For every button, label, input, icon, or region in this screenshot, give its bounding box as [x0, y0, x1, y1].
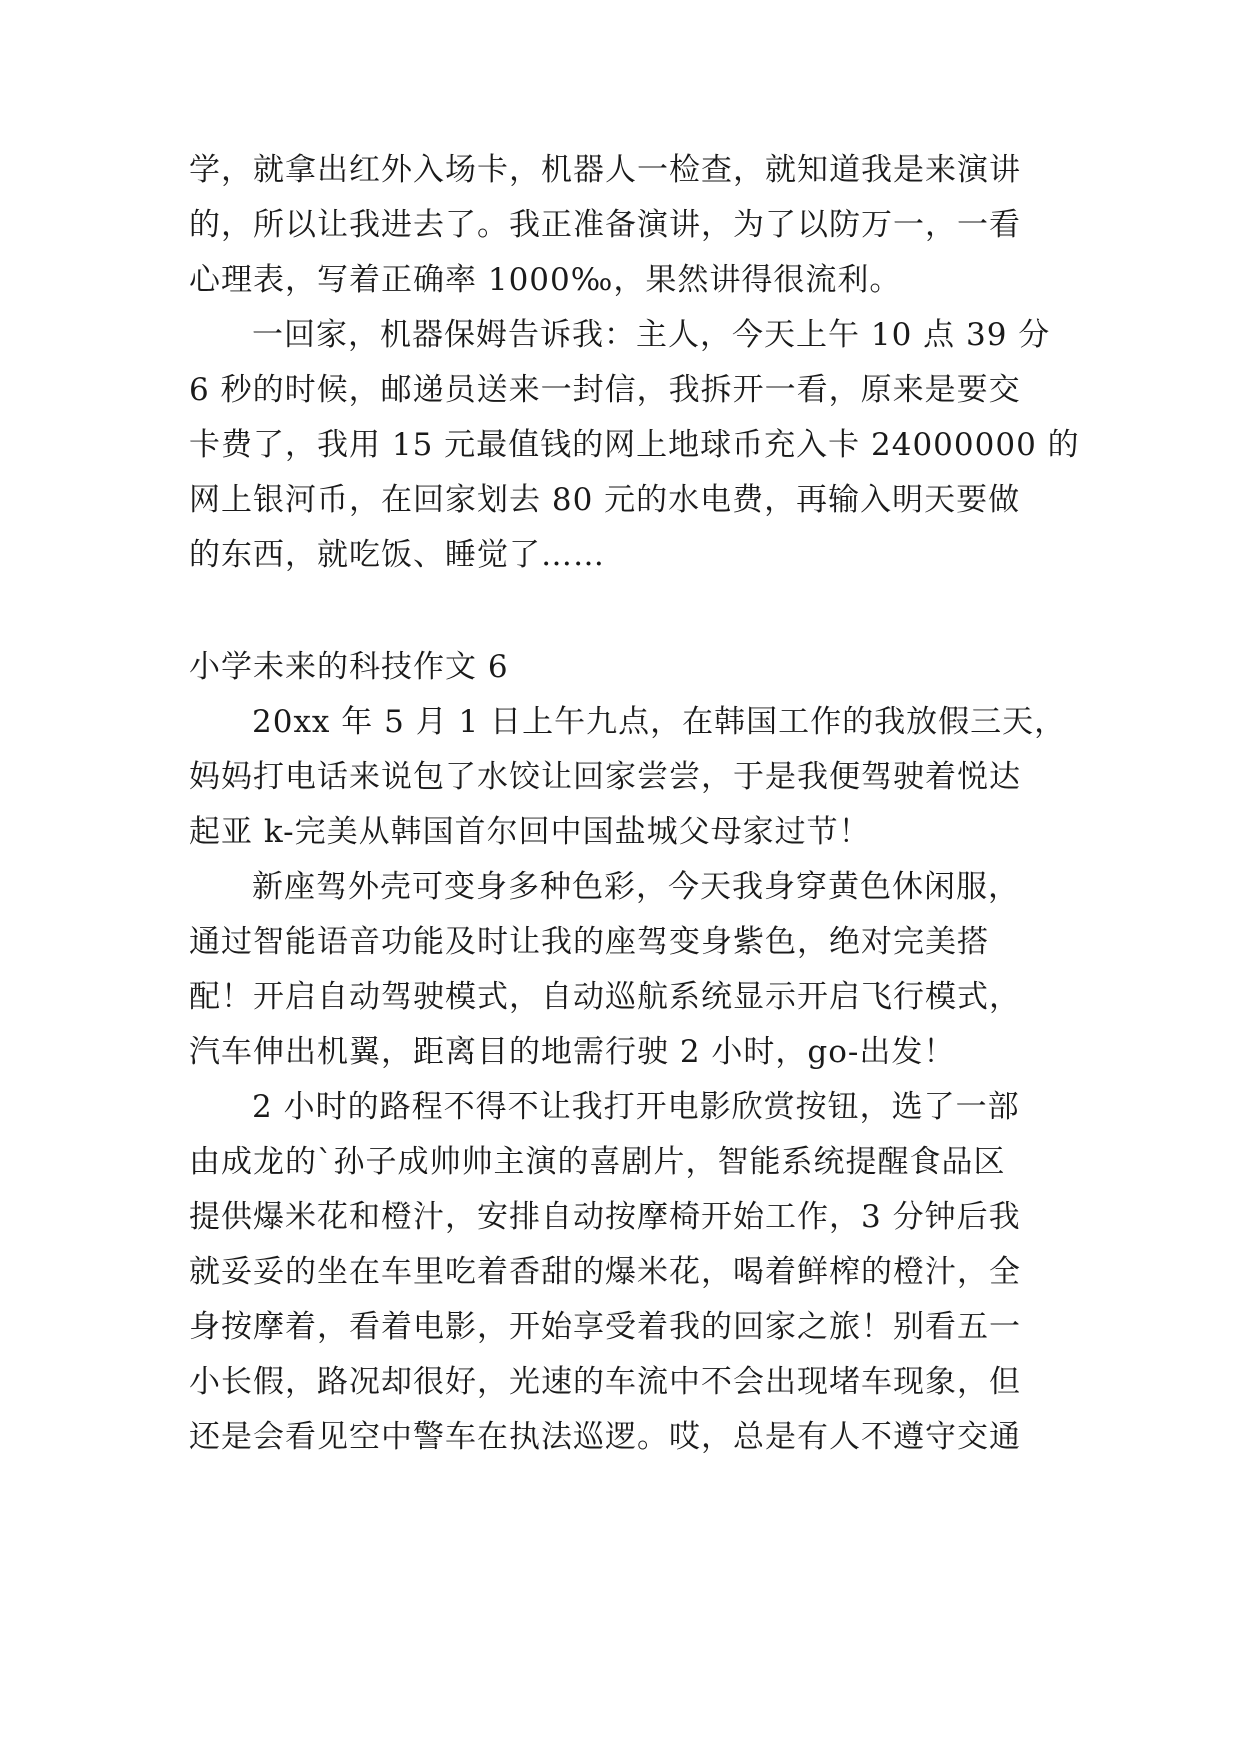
text-line: 妈妈打电话来说包了水饺让回家尝尝，于是我便驾驶着悦达 — [189, 759, 1021, 795]
text-line: 还是会看见空中警车在执法巡逻。哎，总是有人不遵守交通 — [189, 1419, 1021, 1455]
text-line: 汽车伸出机翼，距离目的地需行驶 2 小时，go-出发！ — [189, 1034, 956, 1070]
paragraph-start-line: 新座驾外壳可变身多种色彩，今天我身穿黄色休闲服， — [252, 869, 1020, 905]
text-line: 由成龙的`孙子成帅帅主演的喜剧片，智能系统提醒食品区 — [189, 1144, 1006, 1180]
text-line: 身按摩着，看着电影，开始享受着我的回家之旅！别看五一 — [189, 1309, 1021, 1345]
text-line: 网上银河币，在回家划去 80 元的水电费，再输入明天要做 — [189, 482, 1021, 518]
paragraph-start-line: 2 小时的路程不得不让我打开电影欣赏按钮，选了一部 — [252, 1089, 1020, 1125]
text-line: 学，就拿出红外入场卡，机器人一检查，就知道我是来演讲 — [189, 152, 1021, 188]
text-line: 6 秒的时候，邮递员送来一封信，我拆开一看，原来是要交 — [189, 372, 1021, 408]
text-line: 配！开启自动驾驶模式，自动巡航系统显示开启飞行模式， — [189, 979, 1021, 1015]
text-line: 提供爆米花和橙汁，安排自动按摩椅开始工作，3 分钟后我 — [189, 1199, 1021, 1235]
text-line: 的，所以让我进去了。我正准备演讲，为了以防万一，一看 — [189, 207, 1021, 243]
text-line: 就妥妥的坐在车里吃着香甜的爆米花，喝着鲜榨的橙汁，全 — [189, 1254, 1021, 1290]
text-line: 通过智能语音功能及时让我的座驾变身紫色，绝对完美搭 — [189, 924, 989, 960]
paragraph-start-line: 一回家，机器保姆告诉我：主人，今天上午 10 点 39 分 — [252, 317, 1051, 353]
text-line: 卡费了，我用 15 元最值钱的网上地球币充入卡 24000000 的 — [189, 427, 1080, 463]
text-line: 心理表，写着正确率 1000‰，果然讲得很流利。 — [189, 262, 902, 298]
section-heading: 小学未来的科技作文 6 — [189, 649, 509, 685]
text-line: 起亚 k-完美从韩国首尔回中国盐城父母家过节！ — [189, 814, 871, 850]
paragraph-start-line: 20xx 年 5 月 1 日上午九点，在韩国工作的我放假三天， — [252, 704, 1067, 740]
text-line: 小长假，路况却很好，光速的车流中不会出现堵车现象，但 — [189, 1364, 1021, 1400]
text-line: 的东西，就吃饭、睡觉了…… — [189, 537, 605, 573]
